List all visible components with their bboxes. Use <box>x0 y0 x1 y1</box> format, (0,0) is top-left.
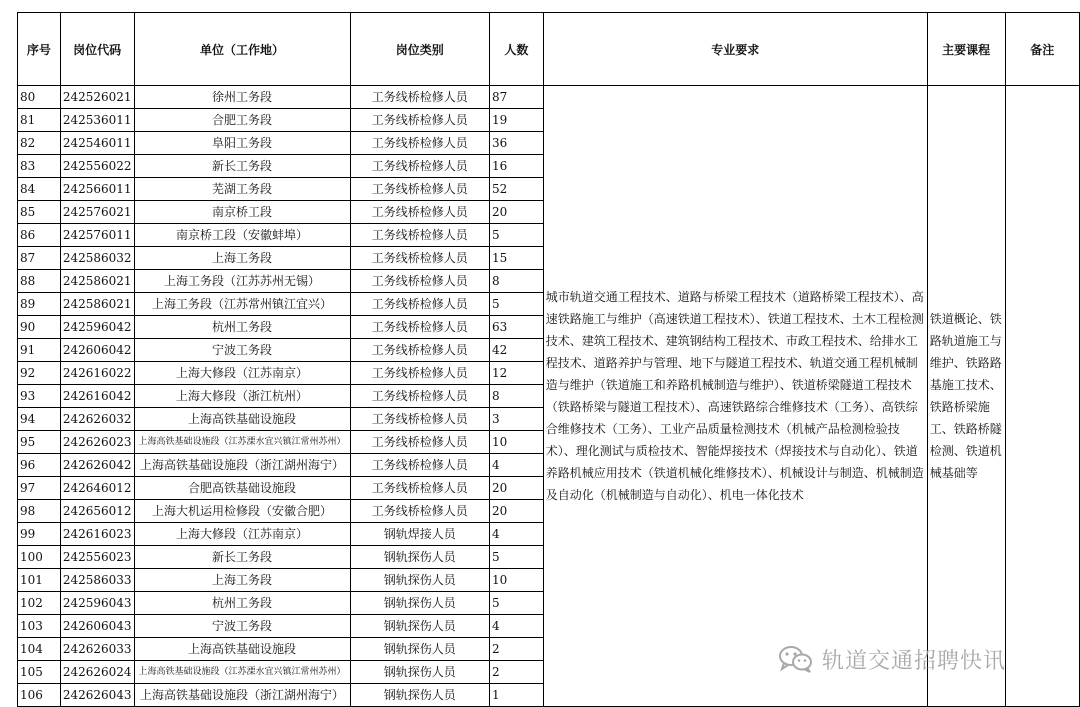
cell-category: 工务线桥检修人员 <box>350 385 490 408</box>
cell-seq: 100 <box>18 546 61 569</box>
cell-unit: 新长工务段 <box>134 546 350 569</box>
cell-unit: 合肥高铁基础设施段 <box>134 477 350 500</box>
cell-category: 工务线桥检修人员 <box>350 431 490 454</box>
cell-seq: 86 <box>18 224 61 247</box>
cell-count: 5 <box>490 224 544 247</box>
cell-seq: 81 <box>18 109 61 132</box>
cell-code: 242646012 <box>60 477 134 500</box>
cell-category: 钢轨探伤人员 <box>350 638 490 661</box>
cell-count: 20 <box>490 500 544 523</box>
cell-code: 242576011 <box>60 224 134 247</box>
cell-unit: 芜湖工务段 <box>134 178 350 201</box>
cell-count: 1 <box>490 684 544 707</box>
cell-unit: 上海高铁基础设施段（江苏溧水宜兴镇江常州苏州） <box>134 431 350 454</box>
cell-category: 工务线桥检修人员 <box>350 316 490 339</box>
cell-category: 工务线桥检修人员 <box>350 178 490 201</box>
cell-seq: 106 <box>18 684 61 707</box>
cell-unit: 上海大修段（江苏南京） <box>134 362 350 385</box>
cell-unit: 阜阳工务段 <box>134 132 350 155</box>
cell-code: 242586021 <box>60 270 134 293</box>
cell-seq: 103 <box>18 615 61 638</box>
cell-count: 8 <box>490 270 544 293</box>
cell-code: 242546011 <box>60 132 134 155</box>
cell-category: 工务线桥检修人员 <box>350 362 490 385</box>
cell-code: 242626042 <box>60 454 134 477</box>
cell-courses: 铁道概论、铁路轨道施工与维护、铁路路基施工技术、铁路桥梁施工、铁路桥隧检测、铁道机械基础等 <box>927 86 1005 707</box>
cell-seq: 92 <box>18 362 61 385</box>
cell-code: 242626033 <box>60 638 134 661</box>
cell-seq: 99 <box>18 523 61 546</box>
cell-category: 工务线桥检修人员 <box>350 201 490 224</box>
cell-unit: 上海大机运用检修段（安徽合肥） <box>134 500 350 523</box>
cell-code: 242626024 <box>60 661 134 684</box>
cell-count: 2 <box>490 661 544 684</box>
cell-code: 242626032 <box>60 408 134 431</box>
table-body <box>18 86 1080 707</box>
cell-seq: 90 <box>18 316 61 339</box>
cell-unit: 上海高铁基础设施段（浙江湖州海宁） <box>134 454 350 477</box>
cell-code: 242556022 <box>60 155 134 178</box>
cell-category: 工务线桥检修人员 <box>350 155 490 178</box>
cell-seq: 96 <box>18 454 61 477</box>
cell-category: 钢轨探伤人员 <box>350 684 490 707</box>
cell-seq: 97 <box>18 477 61 500</box>
cell-unit: 徐州工务段 <box>134 86 350 109</box>
cell-seq: 101 <box>18 569 61 592</box>
cell-code: 242656012 <box>60 500 134 523</box>
cell-unit: 上海工务段 <box>134 569 350 592</box>
cell-seq: 88 <box>18 270 61 293</box>
cell-seq: 83 <box>18 155 61 178</box>
cell-unit: 南京桥工段 <box>134 201 350 224</box>
cell-code: 242526021 <box>60 86 134 109</box>
cell-count: 15 <box>490 247 544 270</box>
cell-unit: 上海高铁基础设施段 <box>134 638 350 661</box>
cell-category: 工务线桥检修人员 <box>350 224 490 247</box>
watermark-text: 轨道交通招聘快讯 <box>822 648 1007 674</box>
cell-seq: 85 <box>18 201 61 224</box>
cell-note <box>1005 86 1080 707</box>
cell-seq: 87 <box>18 247 61 270</box>
cell-seq: 98 <box>18 500 61 523</box>
cell-seq: 102 <box>18 592 61 615</box>
cell-category: 钢轨探伤人员 <box>350 569 490 592</box>
cell-count: 4 <box>490 454 544 477</box>
cell-count: 12 <box>490 362 544 385</box>
cell-requirements: 城市轨道交通工程技术、道路与桥梁工程技术（道路桥梁工程技术）、高速铁路施工与维护（高速铁道工程技术）、铁道工程技术、土木工程检测技术、建筑工程技术、建筑钢结构工程技术、市政工程技术、给排水工程技术、道路养护与管理、地下与隧道工程技术、轨道交通工程机械制造与维护（铁道施工和养路机械制造与维护）、铁道桥梁隧道工程技术（铁路桥梁与隧道工程技术）、高速铁路综合维修技术（工务）、高铁综合维修技术（工务）、工业产品质量检测技术（机械产品检测检验技术）、理化测试与质检技术、智能焊接技术（焊接技术与自动化）、铁道养路机械应用技术（铁道机械化维修技术）、机械设计与制造、机械制造及自动化（机械制造与自动化）、机电一体化技术 <box>543 86 927 707</box>
cell-count: 5 <box>490 293 544 316</box>
header-code: 岗位代码 <box>60 13 134 86</box>
cell-unit: 杭州工务段 <box>134 592 350 615</box>
cell-count: 5 <box>490 546 544 569</box>
cell-category: 工务线桥检修人员 <box>350 339 490 362</box>
cell-code: 242606042 <box>60 339 134 362</box>
header-courses: 主要课程 <box>927 13 1005 86</box>
cell-category: 工务线桥检修人员 <box>350 86 490 109</box>
cell-seq: 89 <box>18 293 61 316</box>
cell-category: 工务线桥检修人员 <box>350 293 490 316</box>
cell-unit: 上海高铁基础设施段（江苏溧水宜兴镇江常州苏州） <box>134 661 350 684</box>
cell-seq: 95 <box>18 431 61 454</box>
cell-count: 5 <box>490 592 544 615</box>
cell-seq: 80 <box>18 86 61 109</box>
header-count: 人数 <box>490 13 544 86</box>
cell-seq: 84 <box>18 178 61 201</box>
cell-code: 242536011 <box>60 109 134 132</box>
cell-unit: 合肥工务段 <box>134 109 350 132</box>
cell-count: 8 <box>490 385 544 408</box>
cell-unit: 上海工务段（江苏苏州无锡） <box>134 270 350 293</box>
cell-seq: 94 <box>18 408 61 431</box>
cell-seq: 91 <box>18 339 61 362</box>
cell-count: 4 <box>490 615 544 638</box>
cell-category: 工务线桥检修人员 <box>350 408 490 431</box>
cell-category: 钢轨探伤人员 <box>350 661 490 684</box>
cell-seq: 82 <box>18 132 61 155</box>
table-row <box>18 86 1080 109</box>
cell-count: 4 <box>490 523 544 546</box>
cell-category: 工务线桥检修人员 <box>350 247 490 270</box>
cell-unit: 南京桥工段（安徽蚌埠） <box>134 224 350 247</box>
cell-count: 2 <box>490 638 544 661</box>
cell-count: 10 <box>490 431 544 454</box>
cell-unit: 上海大修段（江苏南京） <box>134 523 350 546</box>
cell-code: 242616022 <box>60 362 134 385</box>
cell-category: 工务线桥检修人员 <box>350 270 490 293</box>
cell-count: 20 <box>490 201 544 224</box>
cell-code: 242596042 <box>60 316 134 339</box>
cell-seq: 93 <box>18 385 61 408</box>
cell-category: 钢轨探伤人员 <box>350 592 490 615</box>
cell-category: 钢轨探伤人员 <box>350 546 490 569</box>
job-table <box>17 12 1080 707</box>
cell-count: 20 <box>490 477 544 500</box>
cell-category: 工务线桥检修人员 <box>350 454 490 477</box>
cell-seq: 104 <box>18 638 61 661</box>
cell-count: 10 <box>490 569 544 592</box>
cell-count: 3 <box>490 408 544 431</box>
cell-unit: 杭州工务段 <box>134 316 350 339</box>
cell-count: 36 <box>490 132 544 155</box>
header-note: 备注 <box>1005 13 1080 86</box>
cell-category: 工务线桥检修人员 <box>350 132 490 155</box>
cell-count: 19 <box>490 109 544 132</box>
header-requirements: 专业要求 <box>543 13 927 86</box>
cell-count: 87 <box>490 86 544 109</box>
cell-category: 工务线桥检修人员 <box>350 500 490 523</box>
cell-seq: 105 <box>18 661 61 684</box>
cell-category: 钢轨探伤人员 <box>350 615 490 638</box>
cell-code: 242556023 <box>60 546 134 569</box>
cell-count: 52 <box>490 178 544 201</box>
cell-unit: 上海高铁基础设施段 <box>134 408 350 431</box>
cell-category: 工务线桥检修人员 <box>350 477 490 500</box>
table-header-row <box>18 13 1080 86</box>
cell-code: 242586032 <box>60 247 134 270</box>
cell-code: 242586021 <box>60 293 134 316</box>
cell-code: 242616023 <box>60 523 134 546</box>
cell-unit: 上海大修段（浙江杭州） <box>134 385 350 408</box>
cell-count: 42 <box>490 339 544 362</box>
cell-count: 63 <box>490 316 544 339</box>
cell-unit: 新长工务段 <box>134 155 350 178</box>
header-category: 岗位类别 <box>350 13 490 86</box>
cell-count: 16 <box>490 155 544 178</box>
cell-code: 242606043 <box>60 615 134 638</box>
cell-unit: 宁波工务段 <box>134 615 350 638</box>
header-unit: 单位（工作地） <box>134 13 350 86</box>
cell-code: 242626023 <box>60 431 134 454</box>
cell-code: 242596043 <box>60 592 134 615</box>
cell-unit: 上海高铁基础设施段（浙江湖州海宁） <box>134 684 350 707</box>
cell-code: 242576021 <box>60 201 134 224</box>
cell-code: 242586033 <box>60 569 134 592</box>
cell-unit: 上海工务段（江苏常州镇江宜兴） <box>134 293 350 316</box>
cell-unit: 宁波工务段 <box>134 339 350 362</box>
watermark <box>778 643 1006 675</box>
cell-unit: 上海工务段 <box>134 247 350 270</box>
header-seq: 序号 <box>18 13 61 86</box>
cell-code: 242616042 <box>60 385 134 408</box>
cell-category: 钢轨焊接人员 <box>350 523 490 546</box>
cell-category: 工务线桥检修人员 <box>350 109 490 132</box>
cell-code: 242626043 <box>60 684 134 707</box>
cell-code: 242566011 <box>60 178 134 201</box>
wechat-icon <box>778 644 814 674</box>
